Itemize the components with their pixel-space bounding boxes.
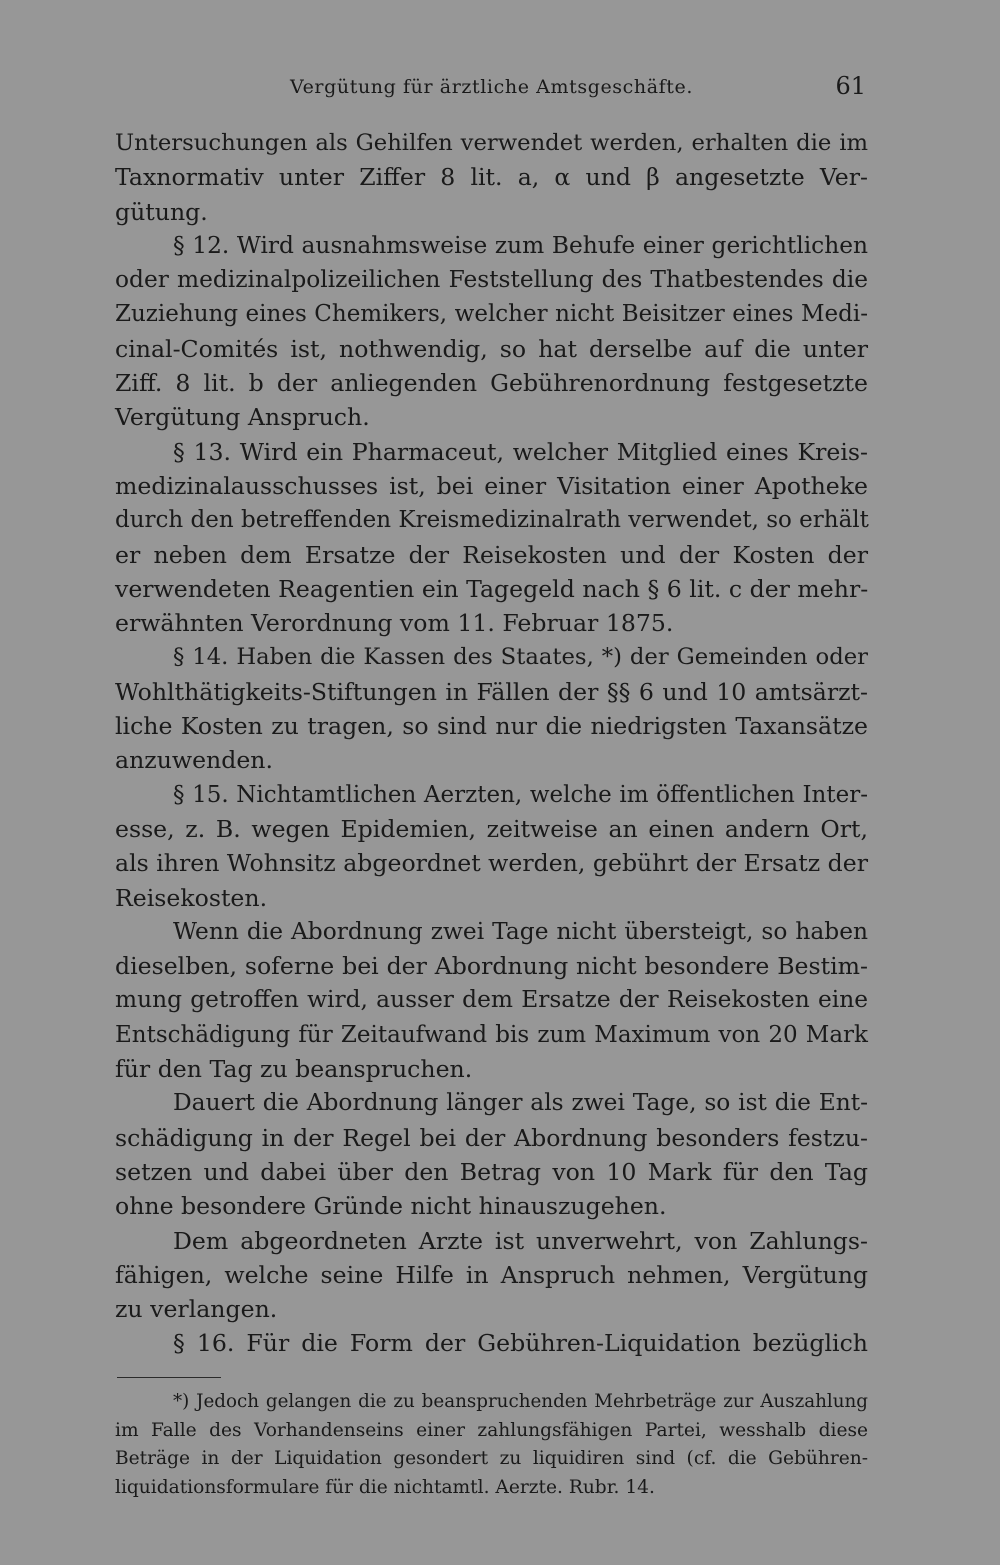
running-title: Vergütung für ärztliche Amtsgeschäfte. [290,76,694,98]
body-text [115,126,868,1361]
text-line: Vergütung Anspruch. [115,403,370,432]
footnote-line: *) Jedoch gelangen die zu beanspruchenden Mehrbeträge zur Auszahlung [173,1391,868,1412]
section-14-heading-line: § 14. Haben die Kassen des Staates, *) der Gemeinden oder [173,644,868,671]
text-line: Taxnormativ unter Ziffer 8 lit. a, α und β angesetzte Ver- [115,163,868,192]
text-line: mung getroffen wird, ausser dem Ersatze der Reisekosten eine [115,986,868,1014]
section-15-heading-line: § 15. Nichtamtlichen Aerzten, welche im öffentlichen Inter- [173,781,868,808]
text-line: anzuwenden. [115,746,274,775]
text-line: Zuziehung eines Chemikers, welcher nicht Beisitzer eines Medi- [115,301,868,328]
text-line: zu verlangen. [115,1295,278,1324]
text-line: Untersuchungen als Gehilfen verwendet werden, erhalten die im [115,130,868,156]
running-head [115,72,868,106]
section-13-heading-line: § 13. Wird ein Pharmaceut, welcher Mitglied eines Kreis- [173,437,868,466]
text-line: liche Kosten zu tragen, so sind nur die niedrigsten Taxansätze [115,712,868,741]
text-line: als ihren Wohnsitz abgeordnet werden, gebührt der Ersatz der [115,849,868,878]
text-line: Wohlthätigkeits-Stiftungen in Fällen der §§ 6 und 10 amtsärzt- [115,677,868,706]
paragraph-first-line: Dem abgeordneten Arzte ist unverwehrt, von Zahlungs- [173,1226,868,1255]
text-line: Ziff. 8 lit. b der anliegenden Gebührenordnung festgesetzte [115,369,868,398]
text-line: ohne besondere Gründe nicht hinauszugehen. [115,1192,667,1221]
text-line: cinal-Comités ist, nothwendig, so hat derselbe auf die unter [115,334,868,363]
text-line: dieselben, soferne bei der Abordnung nicht besondere Bestim- [115,952,868,981]
text-line: verwendeten Reagentien ein Tagegeld nach § 6 lit. c der mehr- [115,574,869,603]
text-line: schädigung in der Regel bei der Abordnung besonders festzu- [115,1123,868,1152]
text-line: esse, z. B. wegen Epidemien, zeitweise an einen andern Ort, [115,814,868,843]
text-line: erwähnten Verordnung vom 11. Februar 1875. [115,609,674,638]
paragraph-first-line: Dauert die Abordnung länger als zwei Tage, so ist die Ent- [173,1089,868,1117]
section-12-heading-line: § 12. Wird ausnahmsweise zum Behufe einer gerichtlichen [173,231,868,259]
text-line: oder medizinalpolizeilichen Feststellung des Thatbestendes die [115,266,868,294]
text-line: für den Tag zu beanspruchen. [115,1055,473,1084]
footnote-line: liquidationsformulare für die nichtamtl. Aerzte. Rubr. 14. [115,1476,655,1498]
footnote-line: im Falle des Vorhandenseins einer zahlungsfähigen Partei, wesshalb diese [115,1419,868,1441]
text-line: medizinalausschusses ist, bei einer Visitation einer Apotheke [115,471,868,500]
text-line: setzen und dabei über den Betrag von 10 Mark für den Tag [115,1157,868,1186]
footnote [115,1388,868,1502]
text-line: durch den betreffenden Kreismedizinalrath verwendet, so erhält [115,507,869,534]
text-line: fähigen, welche seine Hilfe in Anspruch nehmen, Vergütung [115,1260,868,1289]
section-16-heading-line: § 16. Für die Form der Gebühren-Liquidation bezüglich [173,1329,868,1358]
text-line: gütung. [115,197,208,226]
text-line: Reisekosten. [115,883,268,912]
footnote-line: Beträge in der Liquidation gesondert zu liquidiren sind (cf. die Gebühren- [115,1448,868,1469]
text-line: er neben dem Ersatze der Reisekosten und der Kosten der [115,540,868,569]
page-number: 61 [835,72,866,100]
footnote-divider [117,1377,221,1378]
paragraph-first-line: Wenn die Abordnung zwei Tage nicht übersteigt, so haben [173,917,868,945]
text-line: Entschädigung für Zeitaufwand bis zum Maximum von 20 Mark [115,1021,868,1048]
